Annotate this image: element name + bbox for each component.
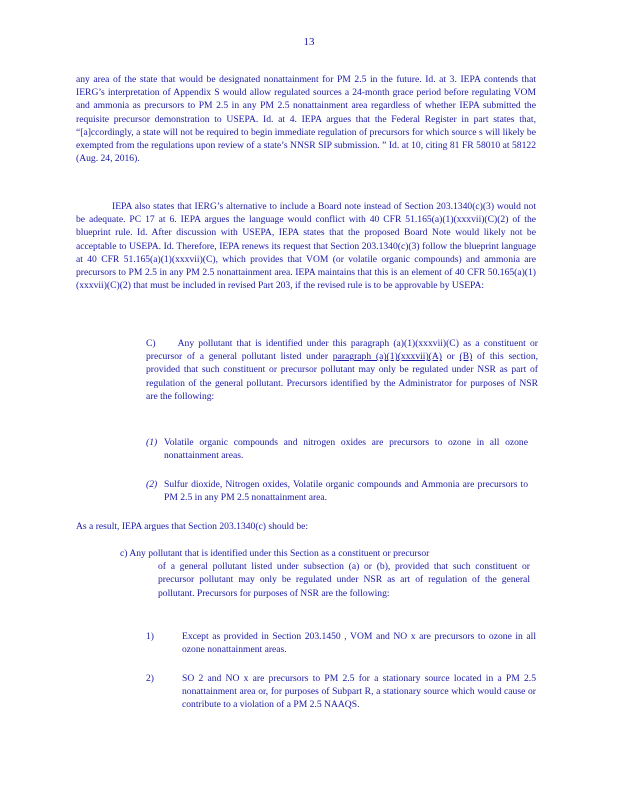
result-intro: As a result, IEPA argues that Section 203.1340(c) should be: <box>76 521 309 532</box>
quoted-item-text: Volatile organic compounds and nitrogen oxides are precursors to ozone in all ozone nonattainment areas. <box>164 437 528 462</box>
quoted-rule-c <box>146 337 538 403</box>
quoted-item-2 <box>146 478 528 504</box>
quoted-rule-text-before: Any pollutant that is identified under this paragraph (a)(1)(xxxvii)(C) as a constituent or precursor of a general pollutant listed under <box>146 338 538 363</box>
quoted-rule-label: C) <box>146 338 156 349</box>
quoted-item-number: (2) <box>146 479 158 490</box>
proposed-item-number: 2) <box>146 673 154 684</box>
proposed-item-number: 1) <box>146 631 154 642</box>
quoted-rule-text-or: or <box>441 351 460 363</box>
quoted-rule-text-after: of this section, provided that such constituent or precursor pollutant may only be regulated under NSR as part of regulation of the general pollutant. Precursors identified by the Administrator for purposes of NSR are the following: <box>146 351 539 402</box>
proposed-section-c <box>120 547 530 600</box>
proposed-section-c-lead: c) Any pollutant that is identified under this Section as a constituent or precursor <box>120 548 430 559</box>
quoted-rule-link-b: (B) <box>459 351 473 363</box>
proposed-item-text: SO 2 and NO x are precursors to PM 2.5 for a stationary source located in a PM 2.5 nonattainment area or, for purposes of Subpart R, a stationary source which would cause or contribute to a violation of a PM 2.5 NAAQS. <box>182 673 536 711</box>
proposed-item-text: Except as provided in Section 203.1450 , VOM and NO x are precursors to ozone in all ozone nonattainment areas. <box>182 631 536 656</box>
quoted-item-text: Sulfur dioxide, Nitrogen oxides, Volatile organic compounds and Ammonia are precursors to PM 2.5 in any PM 2.5 nonattainment area. <box>164 479 528 504</box>
paragraph-iepa-alternative: IEPA also states that IERG’s alternative to include a Board note instead of Section 203.1340(c)(3) would not be adequate. PC 17 at 6. IEPA argues the language would conflict with 40 CFR 51.165(a)(1)(xxxvii)(C)(2) of the blueprint rule. Id. After discussion with USEPA, IEPA states that the proposed Board Note would likely not be acceptable to USEPA. Id. Therefore, IEPA renews its request that Section 203.1340(c)(3) follow the blueprint language at 40 CFR 51.165(a)(1)(xxxvii)(C), which provides that VOM (or volatile organic compounds) and ammonia are precursors to PM 2.5 in any PM 2.5 nonattainment area. IEPA maintains that this is an element of 40 CFR 50.165(a)(1)(xxxvii)(C)(2) that must be included in revised Part 203, if the revised rule is to be approvable by USEPA: <box>76 201 536 292</box>
quoted-rule-link-paragraph: paragraph (a)(1)(xxxvii)(A) <box>332 351 442 363</box>
quoted-item-1 <box>146 436 528 462</box>
quoted-item-number: (1) <box>146 437 158 448</box>
proposed-section-c-rest: of a general pollutant listed under subsection (a) or (b), provided that such constituent or precursor pollutant may only be regulated under NSR as art of regulation of the general pollutant. Precursors for purposes of NSR are the following: <box>158 561 530 599</box>
page-number: 13 <box>303 36 315 48</box>
proposed-item-2 <box>146 672 536 712</box>
proposed-item-1 <box>146 630 536 656</box>
paragraph-iepa-contends: any area of the state that would be designated nonattainment for PM 2.5 in the future. Id. at 3. IEPA contends that IERG’s interpretation of Appendix S would allow regulated sources a 24-month grace period before regulating VOM and ammonia as precursors to PM 2.5 in any PM 2.5 nonattainment area regardless of whether IEPA submitted the requisite precursor demonstration to USEPA. Id. at 4. IEPA argues that the Federal Register in part states that, “[a]ccordingly, a state will not be required to begin immediate regulation of precursors for which source s will likely be exempted from the regulations upon review of a state’s NNSR SIP submission. ” Id. at 10, citing 81 FR 58010 at 58122 (Aug. 24, 2016). <box>76 74 536 165</box>
